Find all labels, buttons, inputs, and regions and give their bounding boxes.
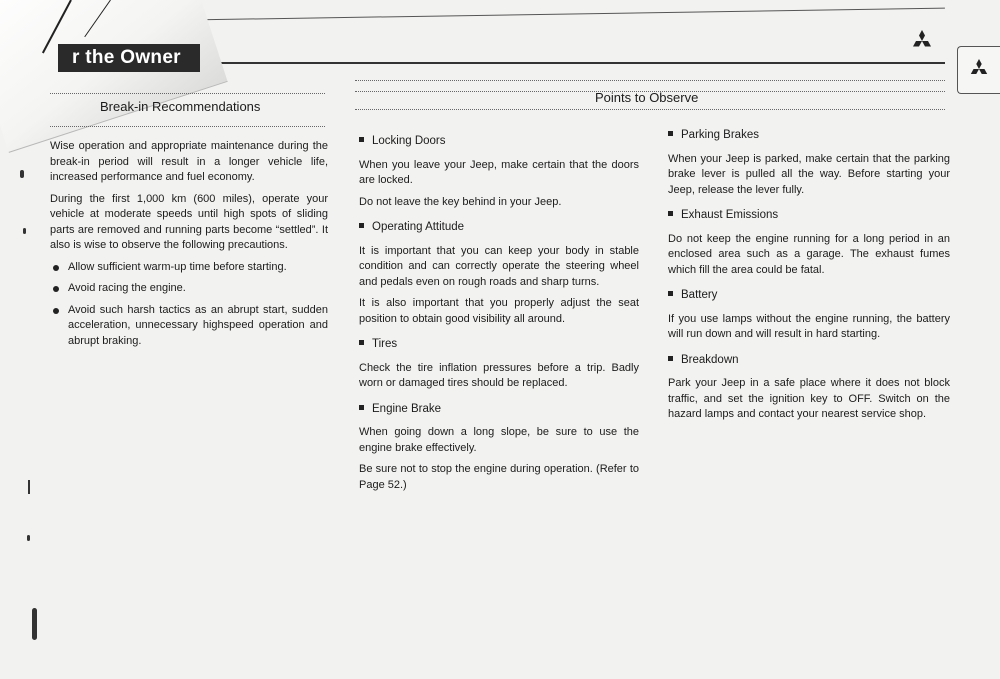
paragraph: During the first 1,000 km (600 miles), operate your vehicle at moderate speeds until high spots of sliding parts are removed and running parts become “settled”. It also is wise to observe the following precautions.: [50, 192, 328, 251]
paragraph: It is also important that you properly adjust the seat position to obtain good visibility all around.: [359, 297, 639, 325]
topic-heading-text: Locking Doors: [372, 135, 446, 147]
break-in-column: [50, 139, 328, 355]
topic-heading: [359, 402, 639, 418]
binding-mark: [32, 608, 37, 640]
list-item-text: Avoid racing the engine.: [68, 282, 186, 294]
binding-mark: [23, 228, 26, 234]
paragraph: Wise operation and appropriate maintenance during the break-in period will result in a longer vehicle life, increased performance and fuel economy.: [50, 140, 328, 183]
binding-mark: [28, 480, 30, 494]
binding-mark: [27, 535, 30, 541]
three-diamond-logo-icon: [910, 30, 934, 52]
square-bullet-icon: [668, 211, 673, 216]
square-bullet-icon: [359, 340, 364, 345]
square-bullet-icon: [359, 405, 364, 410]
topic-heading: [359, 220, 639, 236]
list-item-text: Allow sufficient warm-up time before starting.: [68, 260, 287, 273]
topic-heading: [359, 337, 639, 353]
topic-heading-text: Tires: [372, 338, 398, 350]
three-diamond-logo-icon: [968, 59, 990, 79]
dotted-rule: [50, 126, 325, 127]
dotted-rule: [355, 109, 945, 110]
section-tab-title: r the Owner: [58, 44, 200, 72]
topic-heading: [668, 288, 950, 304]
bullet-icon: [53, 308, 59, 314]
topic-heading-text: Battery: [681, 289, 718, 301]
break-in-title: Break-in Recommendations: [100, 99, 261, 114]
topic-heading-text: Parking Brakes: [681, 129, 759, 141]
paragraph: Be sure not to stop the engine during operation. (Refer to Page 52.): [359, 463, 639, 491]
topic-heading: [359, 134, 639, 150]
topic-heading-text: Exhaust Emissions: [681, 209, 779, 221]
paragraph: Park your Jeep in a safe place where it does not block traffic, and set the ignition key to OFF. Switch on the hazard lamps and contact your nearest service shop.: [668, 377, 950, 420]
list-item-text: Avoid such harsh tactics as an abrupt start, sudden acceleration, unnecessary highspeed operation and abrupt braking.: [68, 303, 328, 347]
list-item: [50, 260, 328, 276]
paragraph: When you leave your Jeep, make certain that the doors are locked.: [359, 158, 639, 186]
square-bullet-icon: [668, 131, 673, 136]
square-bullet-icon: [668, 291, 673, 296]
upper-rule: [155, 8, 945, 21]
square-bullet-icon: [359, 137, 364, 142]
square-bullet-icon: [359, 223, 364, 228]
page-curl: [0, 0, 228, 153]
dotted-rule: [355, 80, 945, 81]
paragraph: If you use lamps without the engine running, the battery will run down and will result in hard starting.: [668, 312, 950, 340]
precautions-list: [50, 260, 328, 350]
topic-heading-text: Operating Attitude: [372, 221, 465, 233]
list-item: [50, 281, 328, 297]
points-right-column: [668, 118, 950, 429]
paragraph: It is important that you can keep your body in stable condition and can correctly operate the steering wheel and pedals even on rough roads and sharp turns.: [359, 244, 639, 288]
bullet-icon: [53, 286, 59, 292]
binding-mark: [20, 170, 24, 178]
paragraph: Do not leave the key behind in your Jeep.: [359, 195, 562, 208]
topic-heading-text: Engine Brake: [372, 402, 442, 415]
points-title: Points to Observe: [595, 90, 699, 105]
page-edge-tab: [957, 46, 1000, 94]
topic-heading: [668, 208, 950, 224]
square-bullet-icon: [668, 356, 673, 361]
dotted-rule: [50, 93, 325, 94]
topic-heading: [668, 353, 950, 369]
paragraph: Do not keep the engine running for a long period in an enclosed area such as a garage. The exhaust fumes which fill the area could be fatal.: [668, 232, 950, 276]
list-item: [50, 303, 328, 350]
paragraph: When your Jeep is parked, make certain that the parking brake lever is pulled all the way. Before starting your Jeep, release the lever fully.: [668, 152, 950, 196]
topic-heading-text: Breakdown: [681, 353, 739, 366]
paragraph: Check the tire inflation pressures before a trip. Badly worn or damaged tires should be replaced.: [359, 361, 639, 389]
bullet-icon: [53, 265, 59, 271]
topic-heading: [668, 128, 950, 144]
paragraph: When going down a long slope, be sure to use the engine brake effectively.: [359, 426, 639, 454]
points-middle-column: [359, 124, 639, 499]
